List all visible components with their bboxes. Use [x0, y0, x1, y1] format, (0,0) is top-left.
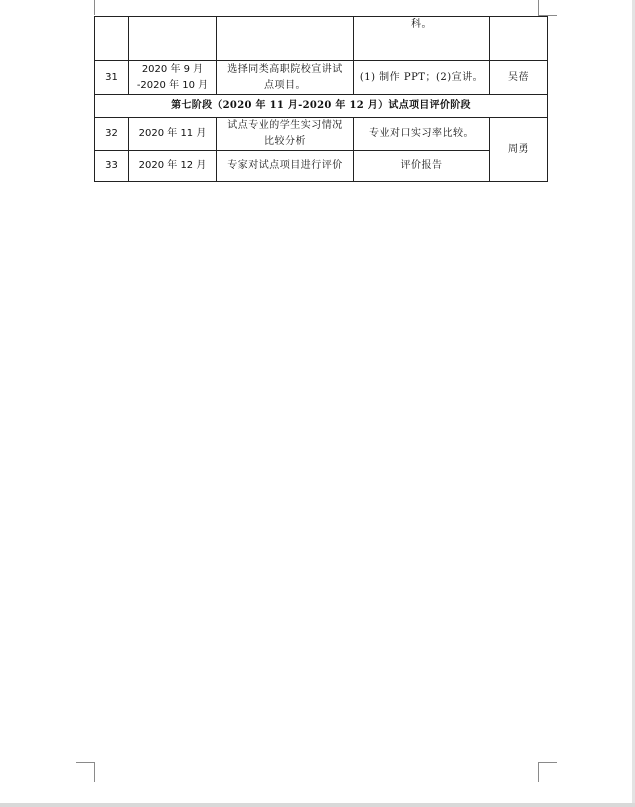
row-content: 专家对试点项目进行评价: [217, 151, 354, 182]
crop-mark-bottom-left-h: [76, 762, 95, 763]
row-content: [217, 17, 354, 61]
row-time: 2020 年 12 月: [129, 151, 217, 182]
table-row: [95, 151, 548, 182]
content-line: 点项目。: [264, 79, 306, 91]
row-number: 31: [95, 61, 129, 95]
stage-heading: 第七阶段（2020 年 11 月-2020 年 12 月）试点项目评价阶段: [95, 95, 548, 118]
row-content: [217, 118, 354, 151]
row-method: (1) 制作 PPT；(2)宣讲。: [354, 61, 490, 95]
crop-mark-top-right-v: [538, 0, 539, 15]
row-person: 周勇: [490, 118, 548, 182]
row-number: 33: [95, 151, 129, 182]
content-line: 选择同类高职院校宣讲试: [227, 63, 343, 75]
stage-row: [95, 95, 548, 118]
table-row: [95, 61, 548, 95]
time-line: -2020 年 10 月: [136, 79, 209, 91]
row-person: [490, 17, 548, 61]
row-method: [354, 17, 490, 61]
method-text: 科。: [411, 19, 432, 30]
page-bottom-edge: [0, 803, 635, 807]
row-method: 专业对口实习率比较。: [354, 118, 490, 151]
row-number: 32: [95, 118, 129, 151]
table-row: [95, 118, 548, 151]
row-number: [95, 17, 129, 61]
row-time: [129, 61, 217, 95]
content-line: 试点专业的学生实习情况: [227, 120, 343, 131]
crop-mark-bottom-right-h: [538, 762, 557, 763]
time-line: 2020 年 9 月: [141, 63, 204, 75]
row-time: 2020 年 11 月: [129, 118, 217, 151]
row-time: [129, 17, 217, 61]
crop-mark-bottom-right-v: [538, 762, 539, 782]
content-line: 比较分析: [264, 136, 306, 147]
schedule-table: [94, 16, 548, 182]
crop-mark-top-left-v: [94, 0, 95, 15]
row-person: 吴蓓: [490, 61, 548, 95]
table-row: [95, 17, 548, 61]
row-content: [217, 61, 354, 95]
row-method: 评价报告: [354, 151, 490, 182]
crop-mark-bottom-left-v: [94, 762, 95, 782]
